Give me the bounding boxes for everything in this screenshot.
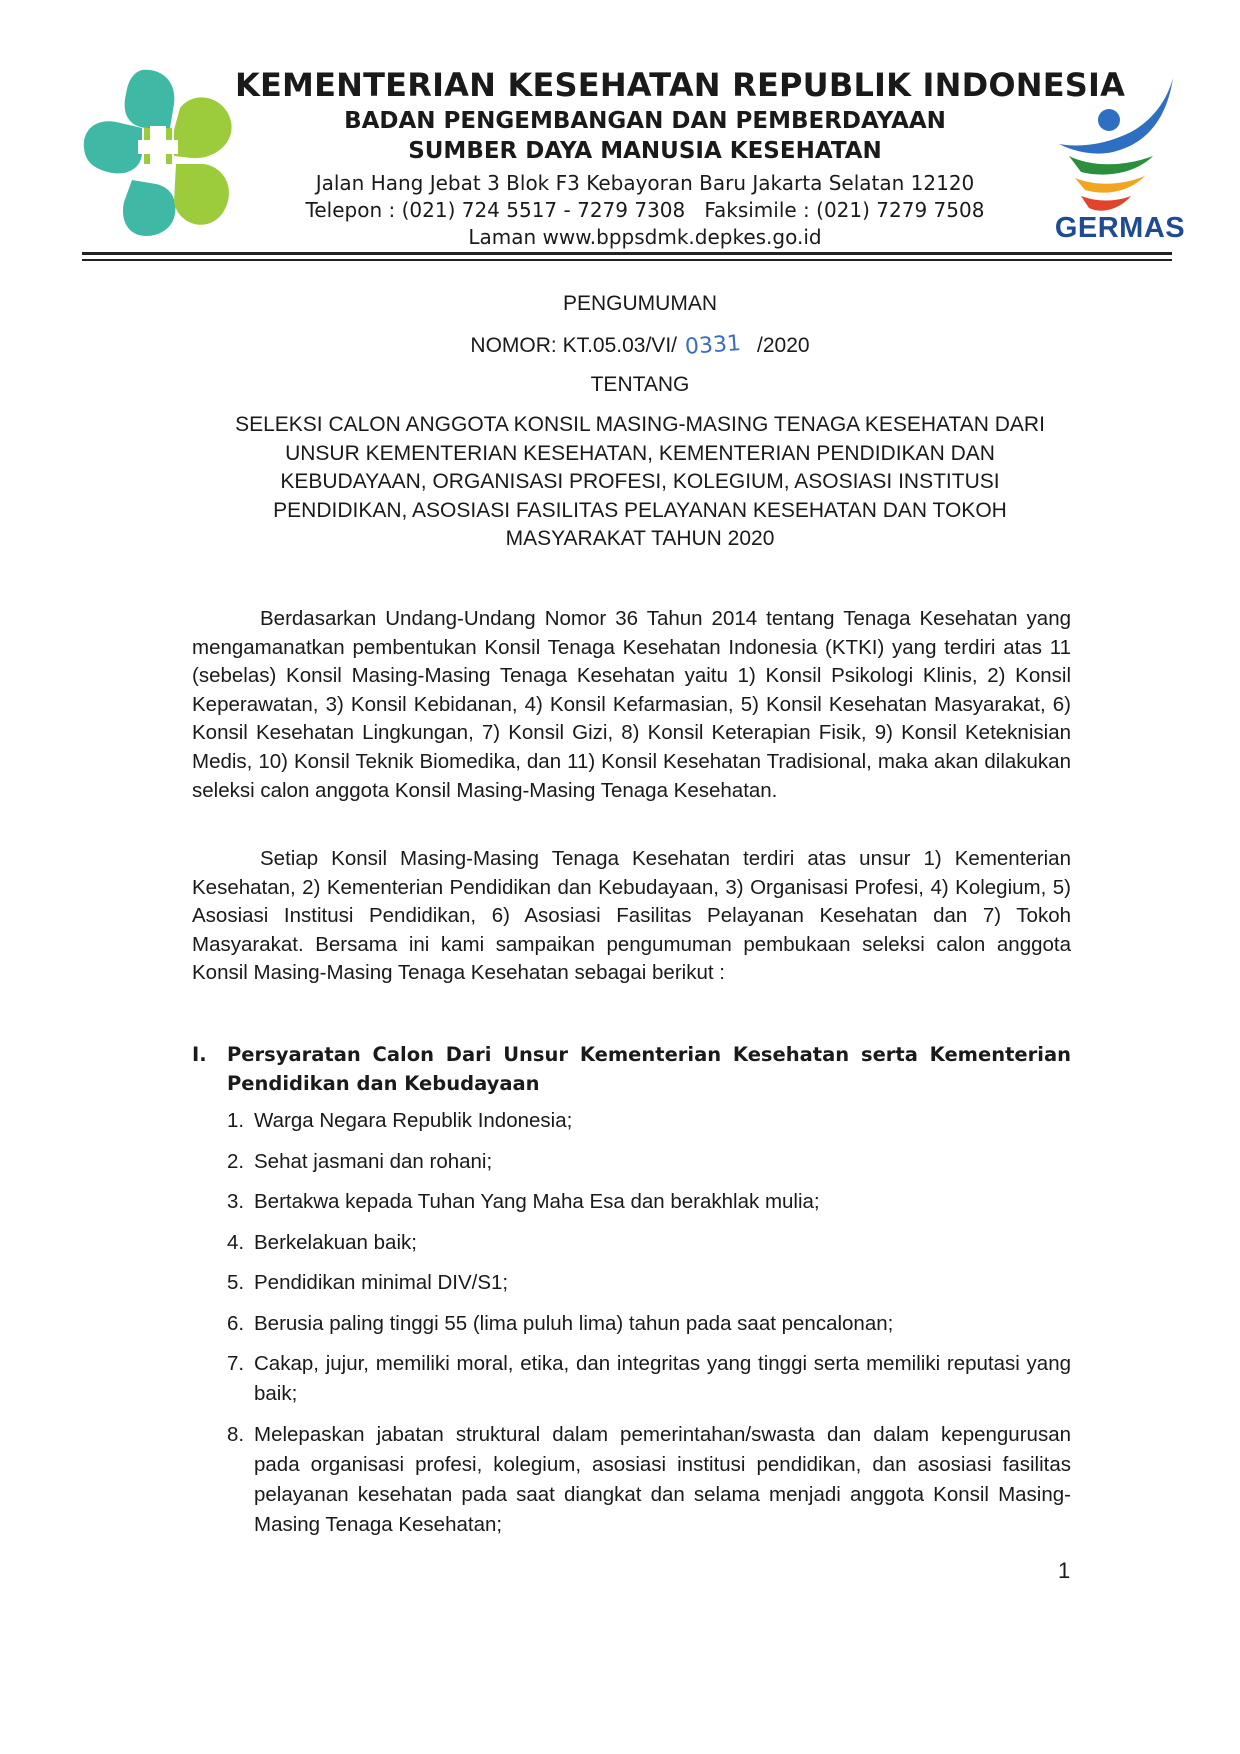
paragraph-1: [192, 605, 1071, 805]
item-text: Melepaskan jabatan struktural dalam pemerintahan/swasta dan dalam kepengurusan pada organisasi profesi, kolegium, asosiasi institusi pendidikan, dan asosiasi fasilitas pelayanan kesehatan pada saat diangkat dan selama menjadi anggota Konsil Masing-Masing Tenaga Kesehatan;: [254, 1422, 1071, 1536]
subject-line: KEBUDAYAAN, ORGANISASI PROFESI, KOLEGIUM, ASOSIASI INSTITUSI: [280, 470, 1000, 493]
germas-label: GERMAS: [1054, 212, 1186, 244]
subject-line: SELEKSI CALON ANGGOTA KONSIL MASING-MASING TENAGA KESEHATAN DARI: [235, 413, 1045, 436]
item-number: 6.: [227, 1311, 245, 1335]
item-text: Pendidikan minimal DIV/S1;: [254, 1271, 509, 1294]
subject-line: MASYARAKAT TAHUN 2020: [505, 527, 775, 550]
agency-name-line2: SUMBER DAYA MANUSIA KESEHATAN: [408, 138, 882, 164]
item-number: 7.: [227, 1352, 245, 1375]
list-item: [227, 1309, 1071, 1339]
requirements-list: [227, 1106, 1071, 1550]
section-number: I.: [192, 1043, 207, 1066]
subject-line: PENDIDIKAN, ASOSIASI FASILITAS PELAYANAN KESEHATAN DAN TOKOH: [273, 498, 1007, 522]
list-item: [227, 1228, 1071, 1258]
subject-line: UNSUR KEMENTERIAN KESEHATAN, KEMENTERIAN PENDIDIKAN DAN: [285, 441, 995, 465]
item-text: Berkelakuan baik;: [254, 1230, 417, 1254]
item-number: 5.: [227, 1271, 245, 1294]
list-item: [227, 1268, 1071, 1298]
item-text: Warga Negara Republik Indonesia;: [254, 1109, 573, 1132]
item-number: 3.: [227, 1190, 245, 1213]
ministry-name: KEMENTERIAN KESEHATAN REPUBLIK INDONESIA: [235, 66, 1126, 104]
paragraph-2: [192, 845, 1071, 988]
page-number: 1: [1058, 1558, 1071, 1583]
about-label: TENTANG: [590, 373, 690, 396]
list-item: [227, 1147, 1071, 1177]
list-item: [227, 1106, 1071, 1136]
item-number: 4.: [227, 1230, 245, 1254]
item-text: Berusia paling tinggi 55 (lima puluh lima) tahun pada saat pencalonan;: [254, 1311, 894, 1335]
kemenkes-logo-icon: [82, 68, 242, 238]
item-number: 1.: [227, 1109, 245, 1132]
website: Laman www.bppsdmk.depkes.go.id: [468, 225, 822, 249]
address: Jalan Hang Jebat 3 Blok F3 Kebayoran Baru Jakarta Selatan 12120: [315, 171, 975, 195]
item-text: Sehat jasmani dan rohani;: [254, 1149, 493, 1173]
phone-fax: Telepon : (021) 724 5517 - 7279 7308 Faksimile : (021) 7279 7508: [305, 198, 985, 222]
list-item: [227, 1420, 1071, 1540]
announcement-subject: [140, 411, 1140, 554]
number-suffix: /2020: [757, 334, 810, 357]
item-number: 8.: [227, 1422, 245, 1446]
letterhead-rule-thick: [82, 252, 1172, 255]
list-item: [227, 1349, 1071, 1409]
agency-name-line1: BADAN PENGEMBANGAN DAN PEMBERDAYAAN: [344, 108, 946, 134]
list-item: [227, 1187, 1071, 1217]
paragraph-text: Berdasarkan Undang-Undang Nomor 36 Tahun 2014 tentang Tenaga Kesehatan yang mengamanatkan pembentukan Konsil Tenaga Kesehatan Indonesia (KTKI) yang terdiri atas 11 (sebelas) Konsil Masing-Masing Tenaga Kesehatan yaitu 1) Konsil Psikologi Klinis, 2) Konsil Keperawatan, 3) Konsil Kebidanan, 4) Konsil Kefarmasian, 5) Konsil Kesehatan Masyarakat, 6) Konsil Kesehatan Lingkungan, 7) Konsil Gizi, 8) Konsil Keterapian Fisik, 9) Konsil Keteknisian Medis, 10) Konsil Teknik Biomedika, dan 11) Konsil Kesehatan Tradisional, maka akan dilakukan seleksi calon anggota Konsil Masing-Masing Tenaga Kesehatan.: [192, 607, 1071, 802]
item-text: Bertakwa kepada Tuhan Yang Maha Esa dan berakhlak mulia;: [254, 1190, 820, 1213]
section-heading: [192, 1040, 1071, 1098]
item-number: 2.: [227, 1149, 245, 1173]
section-title: Persyaratan Calon Dari Unsur Kementerian Kesehatan serta Kementerian Pendidikan dan Kebudayaan: [227, 1043, 1071, 1095]
announcement-number: [140, 333, 1140, 358]
handwritten-number: 0331: [684, 331, 742, 360]
announcement-title: PENGUMUMAN: [562, 292, 717, 315]
item-text: Cakap, jujur, memiliki moral, etika, dan integritas yang tinggi serta memiliki reputasi yang baik;: [254, 1352, 1071, 1405]
number-prefix: NOMOR: KT.05.03/VI/: [470, 334, 677, 357]
paragraph-text: Setiap Konsil Masing-Masing Tenaga Kesehatan terdiri atas unsur 1) Kementerian Kesehatan, 2) Kementerian Pendidikan dan Kebudayaan, 3) Organisasi Profesi, 4) Kolegium, 5) Asosiasi Institusi Pendidikan, 6) Asosiasi Fasilitas Pelayanan Kesehatan dan 7) Tokoh Masyarakat. Bersama ini kami sampaikan pengumuman pembukaan seleksi calon anggota Konsil Masing-Masing Tenaga Kesehatan sebagai berikut :: [192, 847, 1071, 985]
letterhead-rule-thin: [82, 259, 1172, 261]
